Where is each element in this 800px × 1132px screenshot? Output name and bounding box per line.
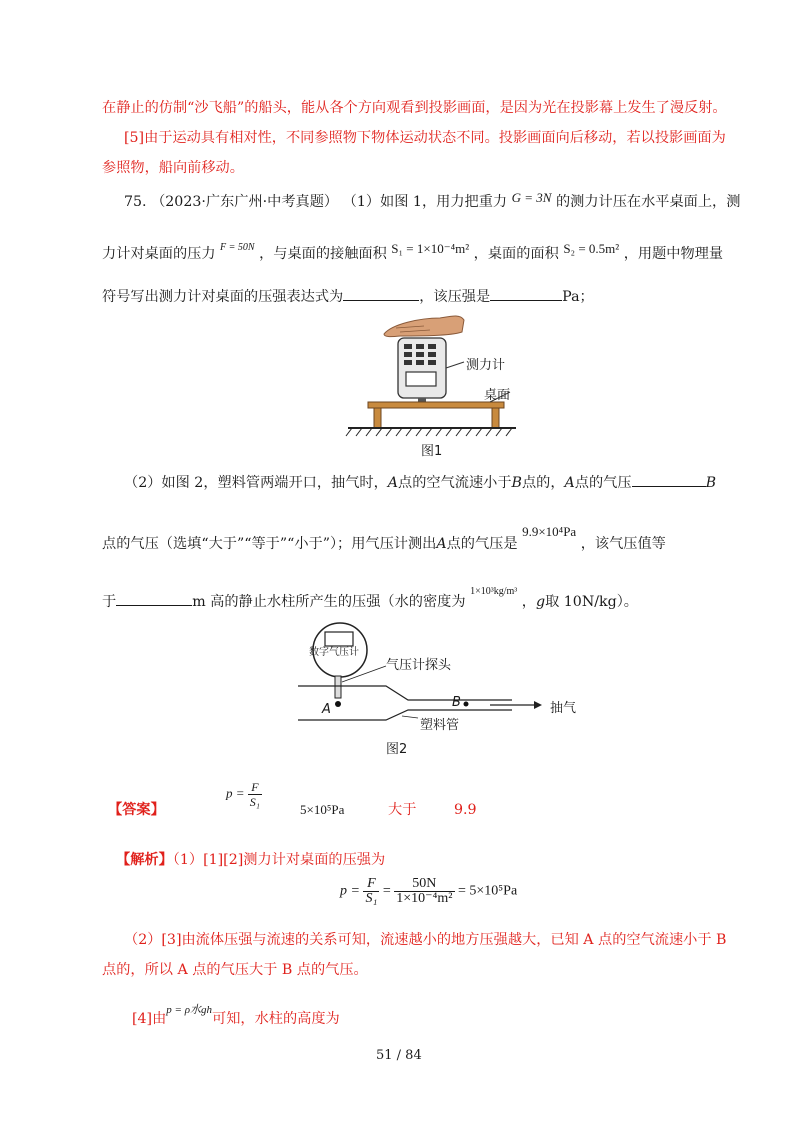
- pressure-expression: 9.9×10⁴Pa: [522, 524, 577, 539]
- point-b-dot: [464, 702, 469, 707]
- point-a-ref: A: [436, 536, 447, 552]
- answer-4: 9.9: [454, 802, 477, 818]
- question-text: 符号写出测力计对桌面的压强表达式为: [102, 289, 344, 305]
- s1-expression: S₁ = 1×10⁻⁴m²: [391, 241, 470, 256]
- tube-upper-wall: [298, 686, 512, 700]
- analysis-line-1: [116, 850, 385, 870]
- question-text: 点的气压: [574, 475, 632, 491]
- analysis-text: （1）[1][2]测力计对桌面的压强为: [172, 852, 386, 868]
- answer-blank-4[interactable]: [116, 591, 192, 606]
- equation-equals: =: [382, 883, 391, 899]
- fig1-table-label: 桌面: [484, 388, 511, 403]
- fig2-point-b: B: [452, 695, 461, 710]
- analysis-formula: p = ρ水gh: [166, 1004, 212, 1016]
- answer-3: 大于: [388, 802, 417, 818]
- question-line-2: [102, 238, 723, 264]
- point-b-ref: B: [511, 475, 522, 491]
- answer-1-denominator: S₁: [249, 795, 260, 809]
- question-text: ，与桌面的接触面积: [259, 246, 387, 262]
- analysis-text: 可知，水柱的高度为: [212, 1011, 340, 1027]
- density-expression: 1×10³kg/m³: [470, 586, 518, 597]
- fig1-caption: 图1: [421, 444, 443, 459]
- question-text: 点的，: [521, 475, 565, 491]
- analysis-line-2: （2）[3]由流体压强与流速的关系可知，流速越小的地方压强越大，已知 A 点的空气流速小于 B: [124, 932, 727, 948]
- answer-blank-1[interactable]: [343, 286, 419, 301]
- fig2-gauge-label: 数字气压计: [309, 647, 359, 658]
- analysis-line-3: 点的，所以 A 点的气压大于 B 点的气压。: [102, 962, 368, 978]
- fig2-tube-label: 塑料管: [420, 718, 460, 733]
- question-line-1: [124, 188, 740, 212]
- question-line-3: [102, 286, 594, 307]
- prev-line-1: 在静止的仿制“沙飞船”的船头，能从各个方向观看到投影画面，是因为光在投影幕上发生了漫反射。: [102, 100, 727, 116]
- fig1-meter-label: 测力计: [466, 358, 506, 373]
- question-text: 点的气压是: [446, 536, 518, 552]
- answer-1-lhs: p =: [226, 785, 245, 801]
- question-text: 取 10N/kg）。: [545, 594, 638, 610]
- answer-1: [226, 780, 262, 809]
- question-text: Pa；: [562, 289, 594, 305]
- answer-1-numerator: F: [248, 780, 262, 795]
- question-text: ，桌面的面积: [473, 246, 559, 262]
- s2-expression: S₂ = 0.5m²: [563, 241, 620, 256]
- question-text: m 高的静止水柱所产生的压强（水的密度为: [192, 594, 466, 610]
- analysis-tag: 【解析】: [116, 852, 173, 868]
- prev-line-3: 参照物，船向前移动。: [102, 160, 244, 176]
- fig2-probe-label: 气压计探头: [386, 658, 452, 673]
- question-number: 75.: [124, 194, 147, 210]
- question-text: 的测力计压在水平桌面上，测: [555, 194, 741, 210]
- force-expression: F = 50N: [220, 242, 255, 253]
- question-text: ，: [521, 594, 536, 610]
- point-b-ref: B: [705, 475, 716, 491]
- question-text: 点的气压（选填“大于”“等于”“小于”）；用气压计测出: [102, 536, 437, 552]
- answer-blank-2[interactable]: [490, 286, 562, 301]
- equation-result: = 5×10⁵Pa: [458, 883, 518, 899]
- question-text: ，用题中物理量: [623, 246, 724, 262]
- equation-s1: S₁: [365, 891, 378, 906]
- point-a-dot: [335, 701, 341, 707]
- arrow-right-icon: [534, 701, 542, 709]
- question-line-5: [102, 522, 666, 554]
- question-text: ，该气压值等: [580, 536, 666, 552]
- analysis-equation: [340, 877, 517, 906]
- equation-numerator: 50N: [394, 877, 454, 892]
- analysis-text: [4]由: [132, 1011, 167, 1027]
- prev-line-2: [5]由于运动具有相对性，不同参照物下物体运动状态不同。投影画面向后移动，若以投影画面为: [124, 130, 726, 146]
- question-text: （2）如图 2，塑料管两端开口，抽气时，: [124, 475, 388, 491]
- fig2-point-a: A: [322, 702, 331, 717]
- question-text: 点的空气流速小于: [398, 475, 512, 491]
- equation-denominator: 1×10⁻⁴m²: [396, 891, 453, 906]
- answer-tag: 【答案】: [108, 802, 165, 818]
- equation-p: p =: [340, 883, 360, 899]
- question-text: 力计对桌面的压力: [102, 246, 216, 262]
- page-number: 51 / 84: [376, 1048, 422, 1063]
- answer-blank-3[interactable]: [632, 472, 706, 487]
- question-line-6: [102, 582, 638, 612]
- question-text: ，该压强是: [419, 289, 491, 305]
- question-source: （2023·广东广州·中考真题）: [151, 194, 339, 210]
- answer-2: 5×10⁵Pa: [300, 802, 345, 817]
- question-text: （1）如图 1，用力把重力: [342, 194, 508, 210]
- gravity-expression: G = 3N: [511, 190, 552, 205]
- question-line-4: [124, 472, 716, 493]
- point-a-ref: A: [387, 475, 399, 491]
- question-text: 于: [102, 594, 117, 610]
- g-symbol: g: [535, 594, 546, 610]
- point-a-ref: A: [564, 475, 575, 491]
- fig2-pump-label: 抽气: [550, 701, 577, 716]
- fig2-caption: 图2: [386, 742, 408, 757]
- equation-f: F: [363, 877, 379, 892]
- analysis-line-4: [132, 1000, 340, 1029]
